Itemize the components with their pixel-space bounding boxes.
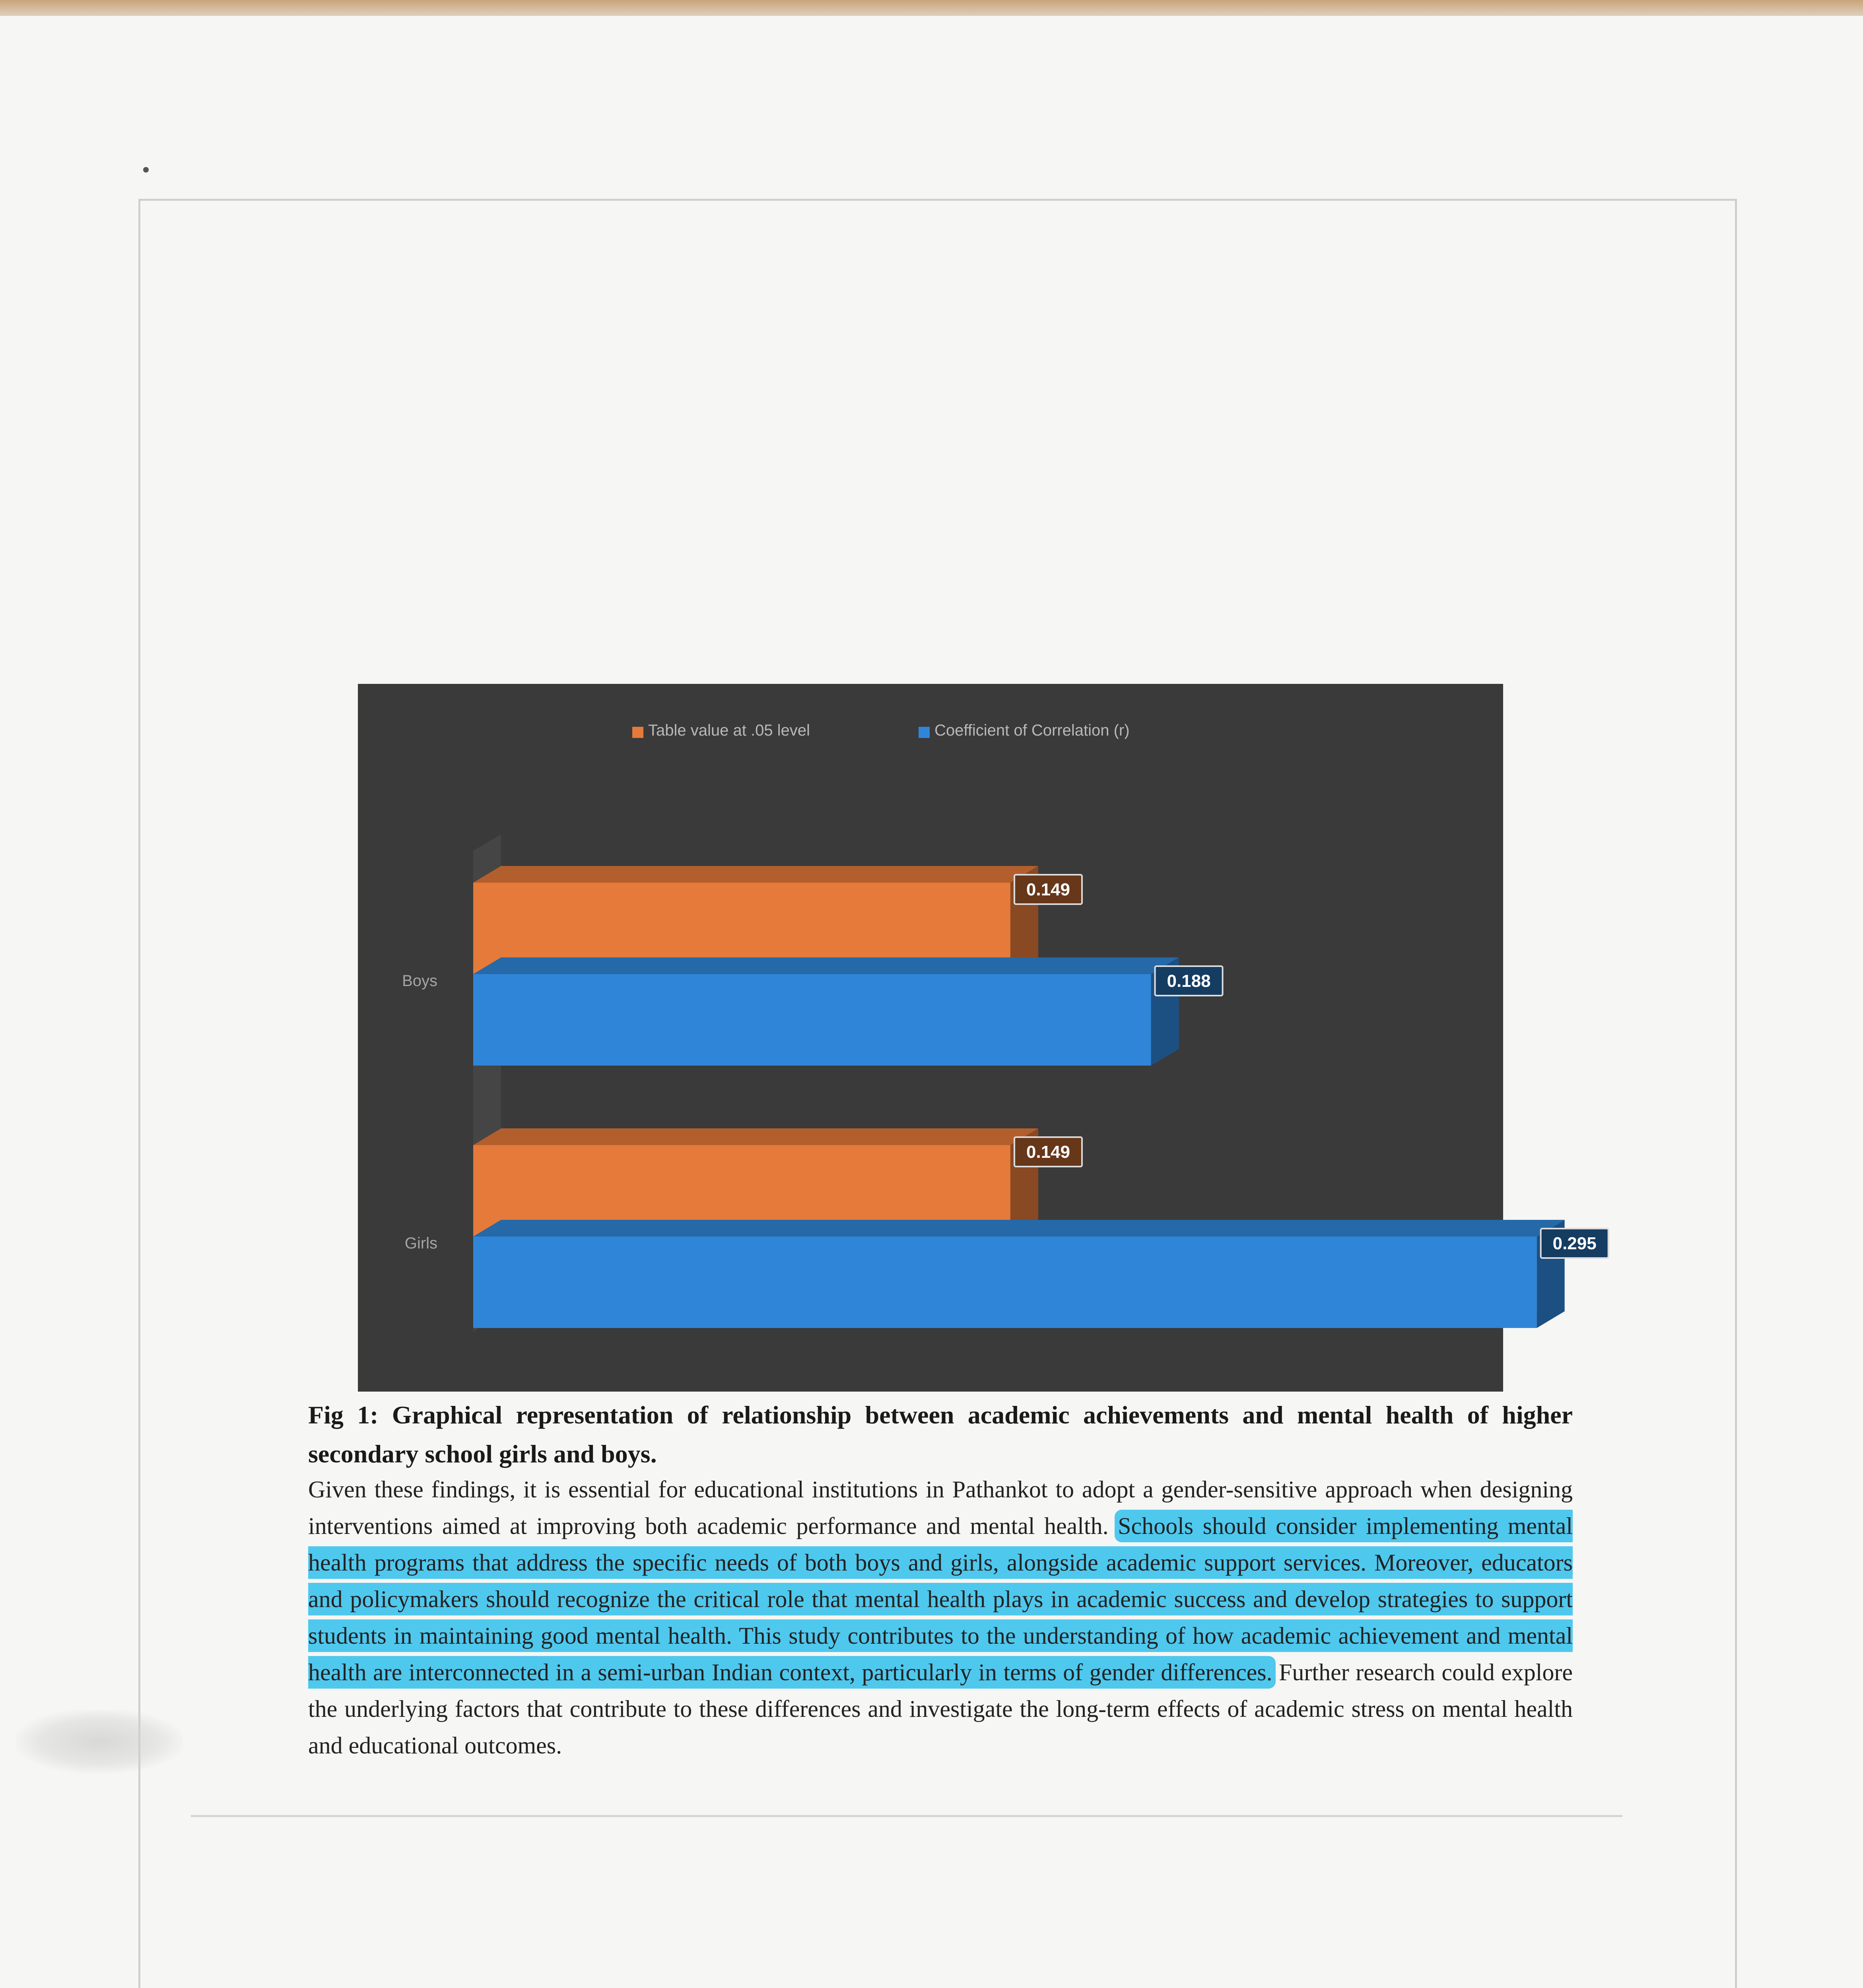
legend-label-1: Coefficient of Correlation (r) [934, 722, 1130, 739]
bar-top-boys-series-1 [473, 957, 1179, 974]
bar-girls-series-1 [473, 1237, 1537, 1328]
data-label-girls-0: 0.149 [1026, 1142, 1070, 1162]
data-label-girls-1: 0.295 [1552, 1234, 1597, 1253]
bar-top-girls-series-1 [473, 1220, 1565, 1237]
data-label-boys-1: 0.188 [1167, 971, 1211, 991]
highlighted-text: Schools should consider implementing mental health programs that address the specific needs of both boys and girls, alongside academic support services. Moreover, educators and policymakers should recognize the critical role that mental health plays in academic success and develop strategies to support students in maintaining good mental health. This study contributes to the understanding of how academic achievement and mental health are interconnected in a semi-urban Indian context, particularly in terms of gender differences. [308, 1513, 1573, 1685]
legend-swatch-0 [632, 727, 643, 738]
data-label-boys-0: 0.149 [1026, 880, 1070, 899]
legend-swatch-1 [919, 727, 930, 738]
figure-caption: Fig 1: Graphical representation of relationship between academic achievements and mental health of higher secondary school girls and boys. [308, 1401, 1573, 1468]
paragraph-text-start: Given these findings, it is essential for educational institutions in Pathankot to adopt a gender-sensitive approach when designing interventions aimed at improving both academic performance and mental health. [308, 1476, 1573, 1539]
category-label-boys: Boys [402, 972, 437, 990]
bar-chart [358, 684, 1597, 1392]
pen-dot [143, 167, 149, 173]
paragraph-text-end: Further research could explore the underlying factors that contribute to these differences and investigate the long-term effects of academic stress on mental health and educational outcomes. [308, 1659, 1573, 1759]
category-label-girls: Girls [404, 1235, 437, 1252]
bar-top-boys-series-0 [473, 866, 1038, 883]
bar-top-girls-series-0 [473, 1128, 1038, 1145]
bar-chart-panel [358, 684, 1597, 1392]
legend-label-0: Table value at .05 level [648, 722, 810, 739]
bar-boys-series-1 [473, 974, 1151, 1066]
body-paragraph [308, 1471, 1573, 1764]
